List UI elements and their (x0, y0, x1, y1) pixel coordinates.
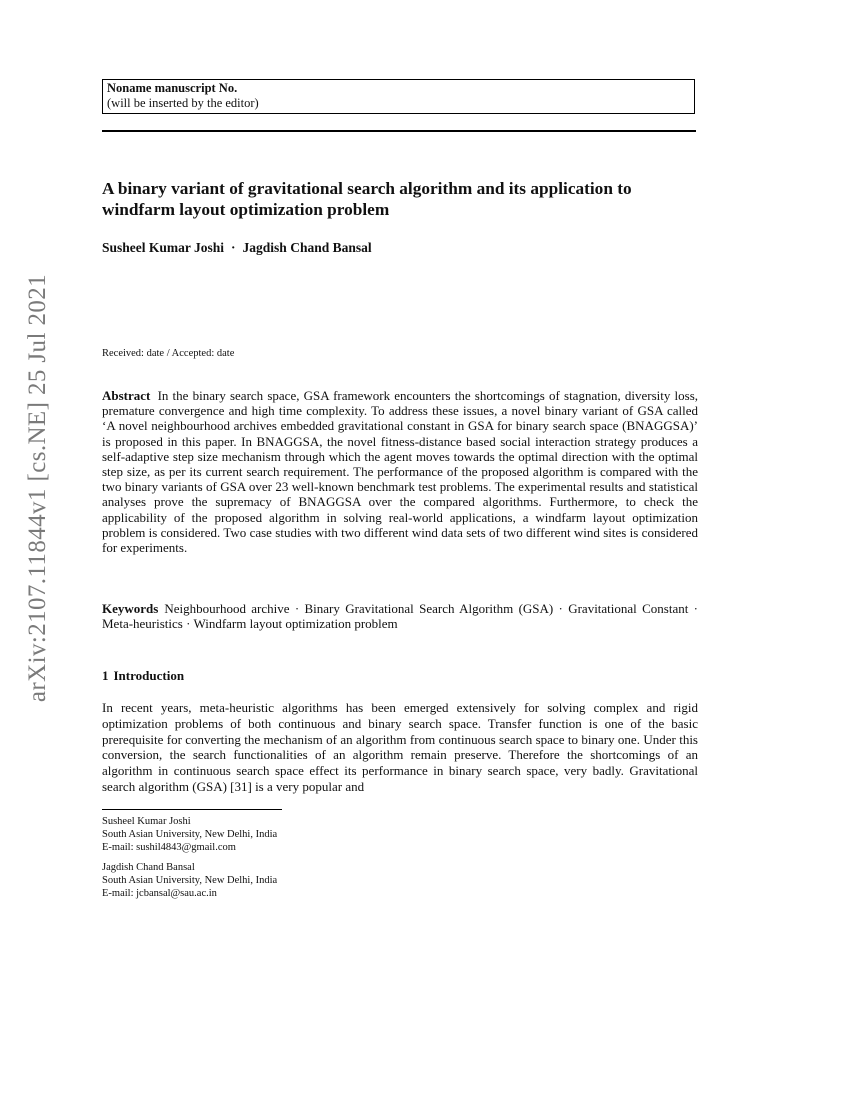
abstract-text: In the binary search space, GSA framework encounters the shortcomings of stagnation, diversity loss, premature convergence and high time complexity. To address these issues, a novel binary variant of GSA called ‘A novel neighbourhood archives embedded gravitational constant in GSA for binary search space (BNAGGSA)’ is proposed in this paper. In BNAGGSA, the novel fitness-distance based social interaction strategy produces a self-adaptive step size mechanism through which the agent moves towards the optimal direction with the optimal step size, as per its current search requirement. The performance of the proposed algorithm is compared with the two binary variants of GSA over 23 well-known benchmark test problems. The experimental results and statistical analyses prove the supremacy of BNAGGSA over the compared algorithms. Furthermore, to check the applicability of the proposed algorithm in solving real-world applications, a windfarm layout optimization problem is considered. Two case studies with two different wind data sets of two different wind sites is considered for experiments. (102, 388, 698, 556)
affiliation-name: Jagdish Chand Bansal (102, 862, 195, 873)
keywords (102, 601, 698, 631)
keywords-text: Neighbourhood archive · Binary Gravitational Search Algorithm (GSA) · Gravitational Constant · Meta-heuristics · Windfarm layout optimization problem (102, 601, 698, 632)
manuscript-box (102, 79, 695, 114)
author-separator: · (231, 240, 236, 255)
manuscript-note: (will be inserted by the editor) (107, 96, 259, 110)
footnote-rule (102, 809, 282, 810)
affiliation-institution: South Asian University, New Delhi, India (102, 875, 278, 887)
section-number: 1 (102, 668, 109, 683)
affiliation-institution: South Asian University, New Delhi, India (102, 829, 278, 841)
paper-title: A binary variant of gravitational search algorithm and its application to windfarm layout optimization problem (102, 179, 632, 219)
section-title: Introduction (113, 668, 185, 683)
affiliation (102, 815, 277, 855)
abstract-label: Abstract (102, 388, 151, 403)
affiliation-email: E-mail: sushil4843@gmail.com (102, 842, 236, 854)
author-name: Susheel Kumar Joshi (102, 240, 225, 255)
arxiv-stamp: arXiv:2107.11844v1 [cs.NE] 25 Jul 2021 (24, 273, 51, 703)
manuscript-number: Noname manuscript No. (107, 81, 238, 95)
affiliation (102, 861, 277, 901)
affiliation-name: Susheel Kumar Joshi (102, 816, 191, 827)
received-date: Received: date / Accepted: date (102, 348, 235, 359)
author-name: Jagdish Chand Bansal (242, 240, 372, 255)
abstract (102, 388, 698, 555)
author-list (102, 240, 372, 256)
section-heading (102, 668, 184, 684)
introduction-paragraph: In recent years, meta-heuristic algorithms has been emerged extensively for solving complex and rigid optimization problems of both continuous and binary search space. Transfer function is one of the basic prerequisite for converting the mechanism of an algorithm from continuous search space to binary one. Under this conversion, the search functionalities of an algorithm remain preserve. Therefore the shortcomings of an algorithm in continuous search space effect its performance in binary search space, very badly. Gravitational search algorithm (GSA) [31] is a very popular and (102, 700, 698, 794)
affiliation-email: E-mail: jcbansal@sau.ac.in (102, 888, 217, 900)
keywords-label: Keywords (102, 601, 159, 616)
top-rule (102, 130, 696, 132)
